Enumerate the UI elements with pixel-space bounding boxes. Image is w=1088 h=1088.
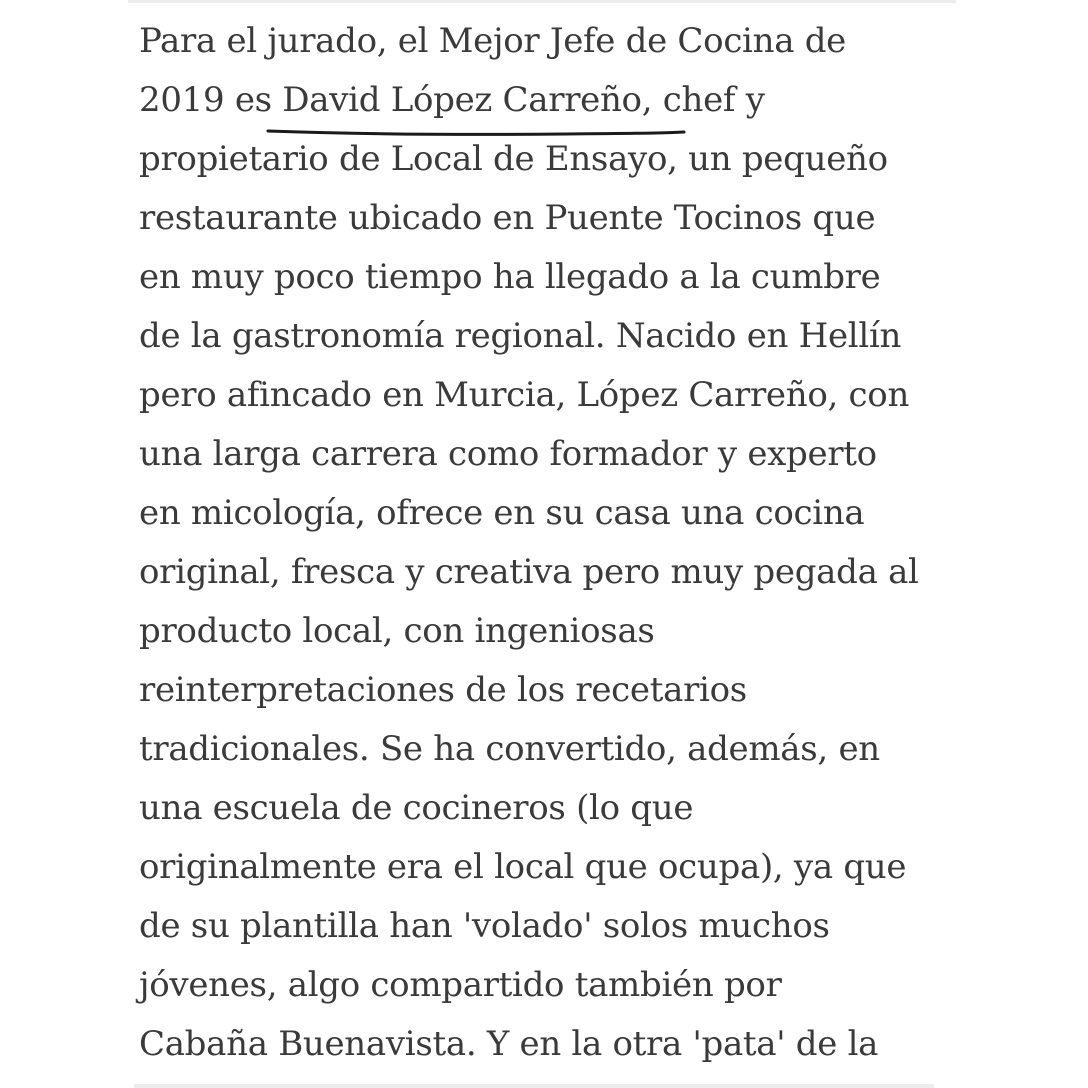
- top-divider: [128, 0, 956, 3]
- paragraph-line: 2019 es David López Carreño, chef y: [139, 80, 765, 120]
- paragraph-line: reinterpretaciones de los recetarios: [139, 670, 747, 710]
- paragraph-line: originalmente era el local que ocupa), ya que: [139, 847, 907, 887]
- paragraph-line: en muy poco tiempo ha llegado a la cumbre: [139, 257, 881, 297]
- paragraph-line: Cabaña Buenavista. Y en la otra 'pata' de la: [139, 1024, 879, 1064]
- paragraph-line: producto local, con ingeniosas: [139, 611, 655, 651]
- hand-drawn-underline: [266, 127, 686, 139]
- paragraph-line: propietario de Local de Ensayo, un pequeño: [139, 139, 888, 179]
- paragraph-line: restaurante ubicado en Puente Tocinos que: [139, 198, 876, 238]
- paragraph-line: pero afincado en Murcia, López Carreño, con: [139, 375, 910, 415]
- paragraph-line: de su plantilla han 'volado' solos muchos: [139, 906, 830, 946]
- paragraph-line: de la gastronomía regional. Nacido en Hellín: [139, 316, 902, 356]
- paragraph-line: Para el jurado, el Mejor Jefe de Cocina de: [139, 21, 846, 61]
- paragraph-line: una larga carrera como formador y experto: [139, 434, 877, 474]
- paragraph-line: en micología, ofrece en su casa una cocina: [139, 493, 865, 533]
- paragraph-line: jóvenes, algo compartido también por: [139, 965, 782, 1005]
- paragraph-line: una escuela de cocineros (lo que: [139, 788, 694, 828]
- paragraph-line: original, fresca y creativa pero muy pegada al: [139, 552, 919, 592]
- article-paragraph: [139, 12, 959, 1074]
- bottom-divider: [134, 1084, 934, 1088]
- paragraph-line: tradicionales. Se ha convertido, además, en: [139, 729, 880, 769]
